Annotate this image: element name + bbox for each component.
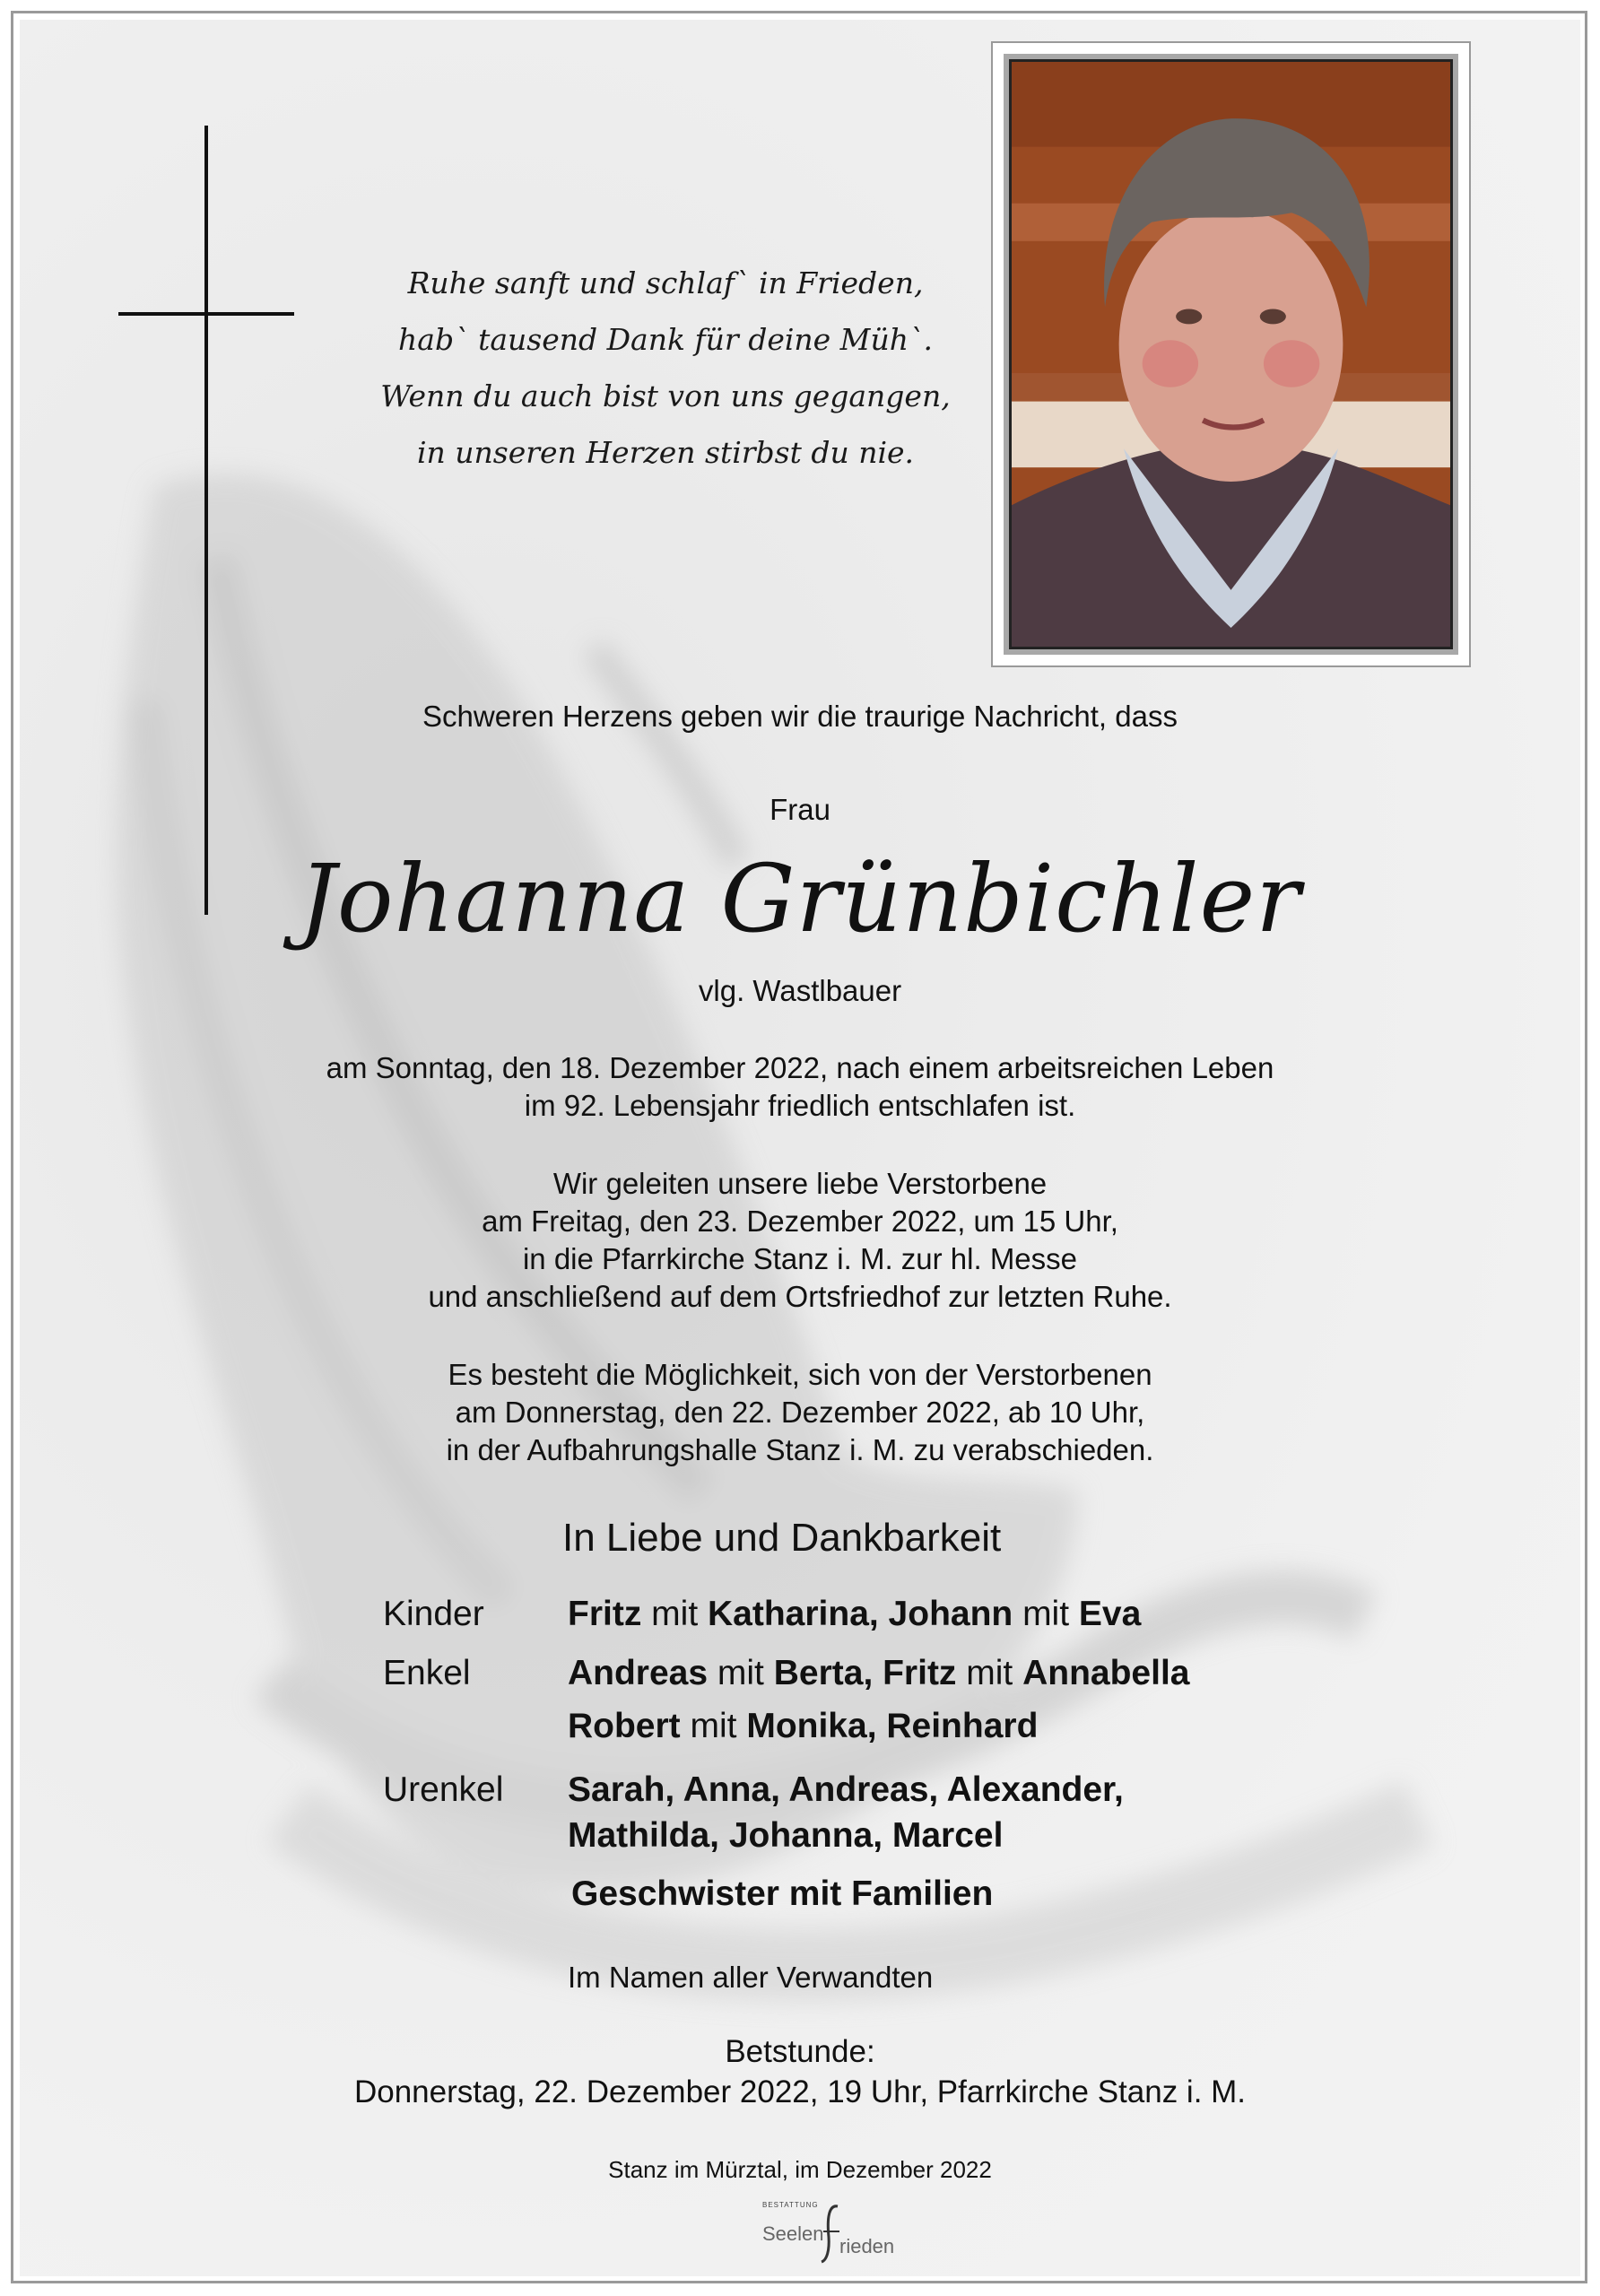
verse-line: Wenn du auch bist von uns gegangen, bbox=[380, 378, 951, 413]
name-bold: Fritz bbox=[568, 1595, 642, 1633]
verse-line: in unseren Herzen stirbst du nie. bbox=[416, 435, 915, 470]
cross-horizontal-bar bbox=[118, 312, 294, 316]
logo-word-seelen: Seelen bbox=[762, 2222, 824, 2245]
name-bold: Annabella bbox=[1022, 1654, 1190, 1692]
name-bold: Mathilda, Johanna, Marcel bbox=[568, 1816, 1004, 1855]
name-bold: Geschwister mit Familien bbox=[571, 1874, 994, 1913]
name-bold: Katharina, Johann bbox=[708, 1595, 1013, 1633]
closing-heading: In Liebe und Dankbarkeit bbox=[562, 1516, 1002, 1560]
names-line bbox=[568, 1650, 1189, 1696]
text-line: und anschließend auf dem Ortsfriedhof zur letzten Ruhe. bbox=[428, 1280, 1172, 1313]
verse-line: hab` tausend Dank für deine Müh`. bbox=[398, 322, 933, 357]
text-line: am Sonntag, den 18. Dezember 2022, nach einem arbeitsreichen Leben bbox=[326, 1051, 1274, 1084]
name-bold: Andreas bbox=[568, 1654, 709, 1692]
prayer-label: Betstunde: bbox=[725, 2034, 875, 2069]
text-line: Wir geleiten unsere liebe Verstorbene bbox=[552, 1167, 1048, 1200]
names-siblings bbox=[571, 1871, 993, 1917]
text-line: in die Pfarrkirche Stanz i. M. zur hl. Messe bbox=[522, 1242, 1078, 1275]
names-line bbox=[568, 1767, 1124, 1813]
portrait-photo bbox=[1009, 59, 1453, 649]
memorial-verse bbox=[361, 255, 970, 481]
intro-text: Schweren Herzens geben wir die traurige Nachricht, dass bbox=[422, 700, 1178, 733]
place-and-date: Stanz im Mürztal, im Dezember 2022 bbox=[608, 2156, 992, 2183]
names-urenkel bbox=[568, 1767, 1124, 1858]
connector: mit bbox=[708, 1654, 774, 1692]
name-bold: Berta, Fritz bbox=[773, 1654, 957, 1692]
names-line bbox=[568, 1813, 1124, 1858]
label-urenkel: Urenkel bbox=[383, 1770, 504, 1809]
death-announcement bbox=[20, 1049, 1580, 1125]
vulgo-name: vlg. Wastlbauer bbox=[698, 974, 902, 1007]
label-enkel: Enkel bbox=[383, 1654, 471, 1692]
funeral-home-logo bbox=[755, 2194, 899, 2274]
text-line: in der Aufbahrungshalle Stanz i. M. zu verabschieden. bbox=[446, 1433, 1154, 1466]
text-line: am Freitag, den 23. Dezember 2022, um 15 Uhr, bbox=[482, 1205, 1118, 1238]
text-line: Es besteht die Möglichkeit, sich von der Verstorbenen bbox=[448, 1358, 1152, 1391]
logo-word-frieden: rieden bbox=[839, 2235, 895, 2257]
parte-paper bbox=[20, 20, 1580, 2276]
funeral-details bbox=[20, 1165, 1580, 1316]
text-line: im 92. Lebensjahr friedlich entschlafen ist. bbox=[524, 1089, 1076, 1122]
name-bold: Eva bbox=[1078, 1595, 1142, 1633]
deceased-name: Johanna Grünbichler bbox=[299, 844, 1301, 953]
on-behalf-text: Im Namen aller Verwandten bbox=[568, 1961, 934, 1994]
name-bold: Robert bbox=[568, 1707, 681, 1745]
names-enkel bbox=[568, 1650, 1189, 1749]
names-kinder bbox=[568, 1591, 1141, 1637]
connector: mit bbox=[956, 1654, 1023, 1692]
portrait-image bbox=[1012, 62, 1450, 647]
prayer-details: Donnerstag, 22. Dezember 2022, 19 Uhr, Pfarrkirche Stanz i. M. bbox=[353, 2074, 1247, 2109]
label-kinder: Kinder bbox=[383, 1595, 484, 1633]
name-bold: Monika, Reinhard bbox=[746, 1707, 1039, 1745]
logo-small-text: BESTATTUNG bbox=[762, 2201, 819, 2209]
farewell-details bbox=[20, 1356, 1580, 1469]
verse-line: Ruhe sanft und schlaf` in Frieden, bbox=[407, 265, 924, 300]
portrait-frame bbox=[991, 41, 1471, 667]
salutation: Frau bbox=[770, 793, 830, 826]
text-line: am Donnerstag, den 22. Dezember 2022, ab 10 Uhr, bbox=[455, 1396, 1145, 1429]
connector: mit bbox=[641, 1595, 708, 1633]
connector: mit bbox=[1013, 1595, 1079, 1633]
name-bold: Sarah, Anna, Andreas, Alexander, bbox=[568, 1770, 1124, 1809]
names-line bbox=[568, 1703, 1189, 1749]
connector: mit bbox=[680, 1707, 747, 1745]
